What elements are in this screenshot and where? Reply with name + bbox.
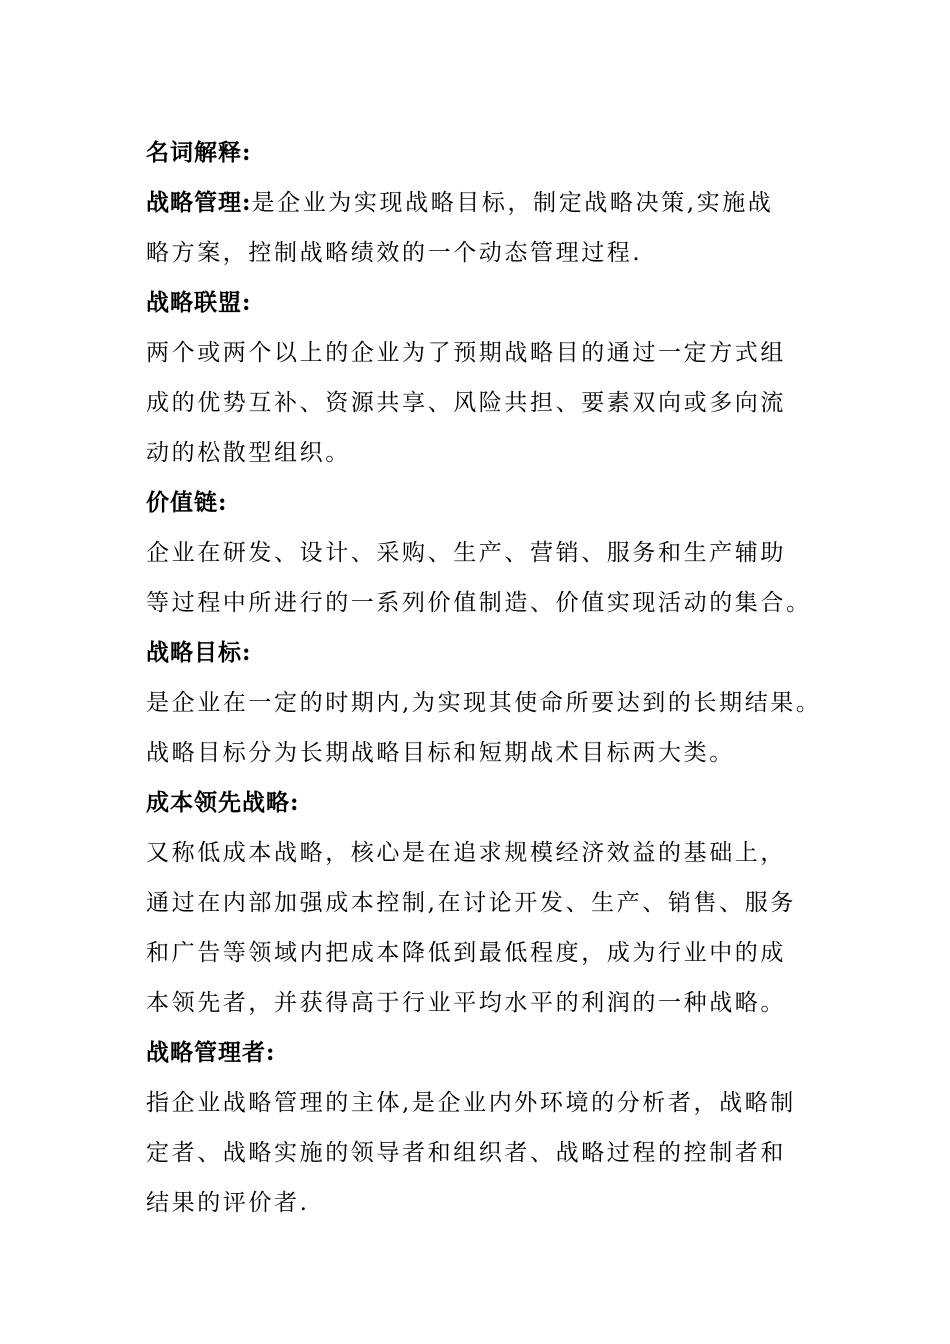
definition-line: 企业在研发、设计、采购、生产、营销、服务和生产辅助 bbox=[146, 540, 786, 566]
definition-line: 战略目标分为长期战略目标和短期战术目标两大类。 bbox=[146, 740, 735, 766]
definition-line: 定者、战略实施的领导者和组织者、战略过程的控制者和 bbox=[146, 1140, 786, 1166]
definition-line: 结果的评价者. bbox=[146, 1190, 310, 1216]
document-body bbox=[146, 128, 836, 1228]
definition-line: 成的优势互补、资源共享、风险共担、要素双向或多向流 bbox=[146, 390, 786, 416]
definition-line: 等过程中所进行的一系列价值制造、价值实现活动的集合。 bbox=[146, 590, 812, 616]
term-cost-leadership: 成本领先战略: bbox=[146, 789, 300, 816]
definition-line: 两个或两个以上的企业为了预期战略目的通过一定方式组 bbox=[146, 340, 786, 366]
definition-line: 是企业在一定的时期内,为实现其使命所要达到的长期结果。 bbox=[146, 690, 822, 716]
entry-strategic-management bbox=[146, 178, 836, 228]
definition-line: 略方案，控制战略绩效的一个动态管理过程. bbox=[146, 240, 643, 266]
definition-line: 动的松散型组织。 bbox=[146, 440, 351, 466]
term-value-chain: 价值链: bbox=[146, 489, 228, 516]
definition-line: 指企业战略管理的主体,是企业内外环境的分析者，战略制 bbox=[146, 1090, 796, 1116]
definition-line: 又称低成本战略，核心是在追求规模经济效益的基础上， bbox=[146, 840, 786, 866]
section-title: 名词解释: bbox=[146, 139, 252, 166]
term-strategic-objective: 战略目标: bbox=[146, 639, 252, 666]
definition-line: 通过在内部加强成本控制,在讨论开发、生产、销售、服务 bbox=[146, 890, 796, 916]
term-strategic-alliance: 战略联盟: bbox=[146, 289, 252, 316]
term-strategic-management: 战略管理: bbox=[146, 189, 252, 216]
definition-line: 是企业为实现战略目标，制定战略决策,实施战 bbox=[251, 190, 774, 216]
term-strategic-manager: 战略管理者: bbox=[146, 1039, 276, 1066]
definition-line: 和广告等领域内把成本降低到最低程度，成为行业中的成 bbox=[146, 940, 786, 966]
definition-line: 本领先者，并获得高于行业平均水平的利润的一种战略。 bbox=[146, 990, 786, 1016]
